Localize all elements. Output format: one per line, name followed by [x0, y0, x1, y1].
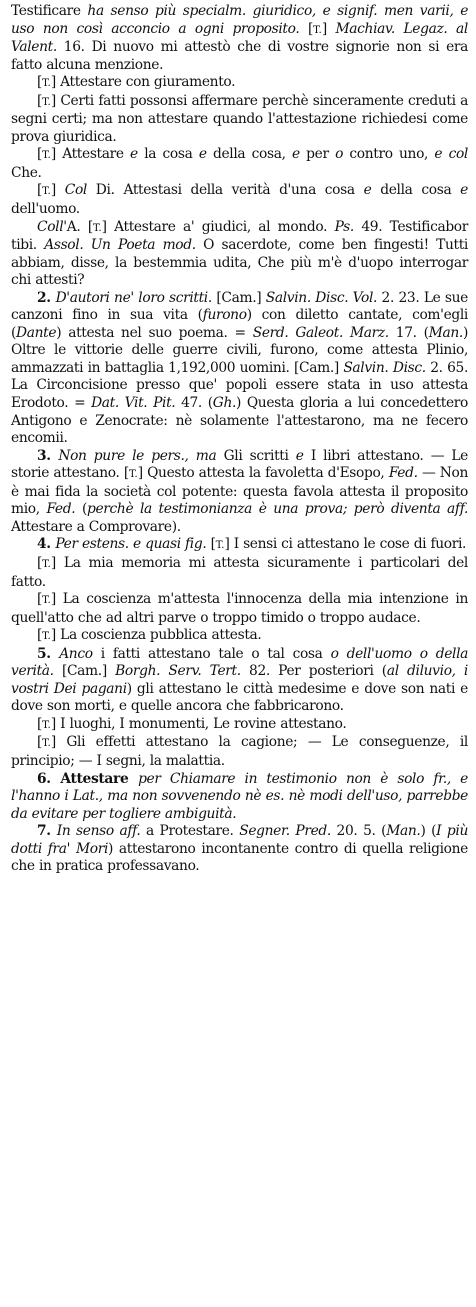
text-run: Fed.	[46, 501, 76, 518]
text-run: [	[37, 715, 43, 732]
text-run: 7.	[37, 823, 57, 840]
text-run: ] I luoghi, I monumenti, Le rovine attestano.	[50, 715, 347, 732]
entry-paragraph	[11, 3, 468, 74]
text-run: T.	[42, 718, 51, 731]
text-run: 3.	[37, 447, 59, 464]
text-run: e	[295, 447, 304, 464]
entry-paragraph	[11, 716, 468, 735]
text-run: T.	[42, 95, 51, 108]
text-run: T.	[42, 737, 51, 750]
entry-paragraph	[11, 536, 468, 555]
text-run: o dell'uomo o della verità.	[11, 645, 469, 680]
text-run: e	[363, 182, 372, 199]
text-run: ] Questo attesta la favoletta d'Esopo,	[137, 465, 389, 482]
text-run: T.	[92, 221, 102, 234]
text-run: Dat. Vit. Pit.	[91, 395, 176, 412]
text-run: e	[460, 182, 468, 199]
text-run: Che.	[11, 164, 42, 181]
text-run: T.	[42, 594, 51, 607]
text-run: [	[37, 182, 43, 199]
text-run: Attestare a Comprovare).	[11, 518, 181, 535]
text-run: Segner. Pred.	[239, 823, 331, 840]
text-run: Salvin. Disc.	[343, 359, 426, 376]
text-run: ha senso più specialm. giuridico, e signif. men varii, e uso non così acconcio a ogni proposito.	[11, 3, 469, 37]
text-run: contro uno,	[343, 146, 435, 163]
entry-paragraph	[11, 290, 468, 448]
text-run: la cosa	[137, 146, 199, 163]
entry-paragraph	[11, 734, 468, 770]
entry-paragraph	[11, 182, 468, 218]
text-run: per Chiamare in testimonio non è solo fr., e l'hanno i Lat., ma non sovvenendo nè es. nè modi dell'uso, parrebbe da evitare per togliere ambiguità.	[11, 770, 468, 822]
text-run: [	[37, 74, 43, 91]
entry-paragraph	[11, 627, 468, 646]
text-run: 2. 23. Le sue canzoni fino in sua vita (	[11, 289, 468, 324]
entry-paragraph	[11, 219, 468, 290]
text-run: [	[206, 536, 216, 553]
entry-paragraph	[11, 646, 468, 716]
text-run: 2. 65. La Circoncisione presso que' popoli essere stata in uso attesta Erodoto. =	[11, 359, 468, 412]
text-run: Man.	[428, 324, 463, 341]
entry-paragraph	[11, 448, 468, 537]
text-run: i fatti attestano tale o tal cosa	[92, 645, 331, 662]
text-run: ] La coscienza m'attesta l'innocenza della mia intenzione in quell'atto che ad altri parve o troppo timido o troppo audace.	[11, 591, 468, 626]
text-run: Serd. Galeot. Marz.	[252, 324, 389, 341]
text-run: 82. Per posteriori (	[240, 663, 387, 680]
text-run: 6. Attestare	[37, 770, 139, 787]
entry-paragraph	[11, 555, 468, 591]
entry-paragraph	[11, 823, 468, 876]
text-run: ] Certi fatti possonsi affermare perchè sinceramente creduti a segni certi; ma non attestare quando l'attestazione richiedesi come prova giuridica.	[11, 92, 468, 145]
text-run: T.	[215, 539, 225, 552]
text-run: Gh.	[212, 395, 237, 412]
text-run: T.	[128, 468, 138, 481]
text-run: Di. Attestasi della verità d'una cosa	[86, 182, 364, 199]
text-run: [	[37, 92, 43, 109]
entry-paragraph	[11, 771, 468, 824]
text-run: ) gli attestano le città medesime e dove son nati e dove son morti, e quelle ancora che fabbricarono.	[11, 680, 468, 715]
text-run: (	[75, 501, 87, 518]
entry-paragraph	[11, 146, 468, 182]
text-run: 17. (	[388, 324, 429, 341]
text-run: [	[37, 554, 43, 571]
text-run: ) Questa gloria a lui concedettero Antigono e Zenocrate: nè solamente l'attestarono, ma ne fecero encomii.	[11, 395, 468, 447]
text-run: A. [	[66, 218, 93, 235]
text-run: ) attestarono incontanente contro di quella religione che in pratica professavano.	[11, 840, 468, 875]
text-run: della cosa,	[206, 146, 292, 163]
text-run: ]	[321, 20, 336, 37]
text-run: Testificare	[11, 3, 88, 19]
text-run: ]	[50, 182, 65, 199]
text-run: ] I sensi ci attestano le cose di fuori.	[224, 536, 467, 553]
text-run: Col	[64, 182, 87, 199]
text-run: Salvin. Disc. Vol.	[265, 289, 378, 306]
text-run: a Protestare.	[140, 823, 240, 840]
text-run: T.	[313, 23, 322, 36]
text-run: ] Attestare	[50, 146, 131, 163]
text-run: Man.	[386, 823, 421, 840]
entry-paragraph	[11, 591, 468, 627]
text-run: o	[335, 146, 344, 163]
text-run: 16. Di nuovo mi attestò che di vostre signorie non si era fatto alcuna menzione.	[11, 39, 468, 73]
text-run: T.	[42, 149, 51, 162]
text-run: I libri attestano. — Le storie attestano. [	[11, 447, 468, 482]
text-run: [	[37, 591, 43, 608]
text-run: [	[37, 734, 43, 751]
text-run: T.	[42, 630, 51, 643]
text-run: e	[198, 146, 207, 163]
text-run: I più dotti fra' Mori	[11, 823, 468, 857]
text-run: [	[37, 627, 43, 644]
text-run: e	[291, 146, 300, 163]
text-run: 4.	[37, 536, 56, 553]
text-run: ) (	[420, 823, 437, 840]
text-run: ) con diletto cantate, com'egli (	[11, 307, 468, 341]
entry-paragraph	[11, 93, 468, 147]
text-run: e col	[434, 146, 468, 163]
text-run: [Cam.]	[211, 289, 266, 306]
text-run: per	[299, 146, 336, 163]
text-run: Gli scritti	[216, 447, 296, 464]
text-run: della cosa	[371, 182, 461, 199]
text-run: ) Oltre le vittorie delle guerre civili, furono, come attesta Plinio, ammazzati in battaglia 1,192,000 uomini. [Cam.]	[11, 324, 468, 376]
text-run: O sacerdote, come ben fingesti! Tutti abbiam, disse, la bestemmia udita, Che più m'è d'uopo interrogar chi attesti?	[11, 237, 468, 289]
text-run: 5.	[37, 645, 60, 662]
text-run: ] Attestare con giuramento.	[50, 74, 236, 91]
text-run: e	[130, 146, 138, 163]
text-run: furono	[202, 307, 247, 324]
text-run: al diluvio, i vostri Dei pagani	[11, 663, 468, 697]
text-run: [	[37, 146, 43, 163]
text-run: Assol. Un Poeta mod.	[44, 237, 196, 254]
text-run: dell'uomo.	[11, 201, 80, 218]
text-run: Per estens. e quasi fig.	[55, 536, 207, 553]
entry-paragraph	[11, 74, 468, 93]
text-run: 49. Testificabor tibi.	[11, 218, 469, 254]
text-run: T.	[42, 77, 51, 90]
text-run: 20. 5. (	[330, 823, 387, 840]
text-run: 2.	[37, 289, 56, 306]
text-run: perchè la testimonianza è una prova; però diventa aff.	[87, 501, 468, 518]
text-run: [	[299, 20, 314, 37]
text-run: ] La coscienza pubblica attesta.	[50, 627, 262, 644]
text-run: Anco	[59, 645, 93, 662]
text-run: ] Gli effetti attestano la cagione; — Le conseguenze, il principio; — I segni, la malattia.	[11, 734, 468, 769]
text-run: Coll'	[37, 218, 67, 235]
text-run: D'autori ne' loro scritti.	[55, 289, 212, 306]
text-run: Machiav. Legaz. al Valent.	[11, 20, 468, 56]
text-run: ] La mia memoria mi attesta sicuramente i particolari del fatto.	[11, 554, 468, 590]
text-run: Ps.	[334, 218, 354, 235]
text-run: In senso aff.	[56, 823, 141, 840]
text-run: Borgh. Serv. Tert.	[115, 663, 241, 680]
text-run: ) attesta nel suo poema. =	[56, 324, 253, 341]
text-run: Non pure le pers., ma	[58, 447, 217, 464]
text-run: T.	[42, 185, 51, 198]
text-run: 47. (	[175, 395, 213, 412]
text-run: ] Attestare a' giudici, al mondo.	[101, 218, 335, 235]
text-run: Dante	[16, 324, 57, 341]
text-run: — Non è mai fida la società col potente: questa favola attesta il proposito mio,	[11, 465, 468, 518]
text-run: [Cam.]	[53, 663, 116, 680]
text-run: Fed.	[388, 465, 418, 482]
text-run: T.	[42, 557, 51, 570]
